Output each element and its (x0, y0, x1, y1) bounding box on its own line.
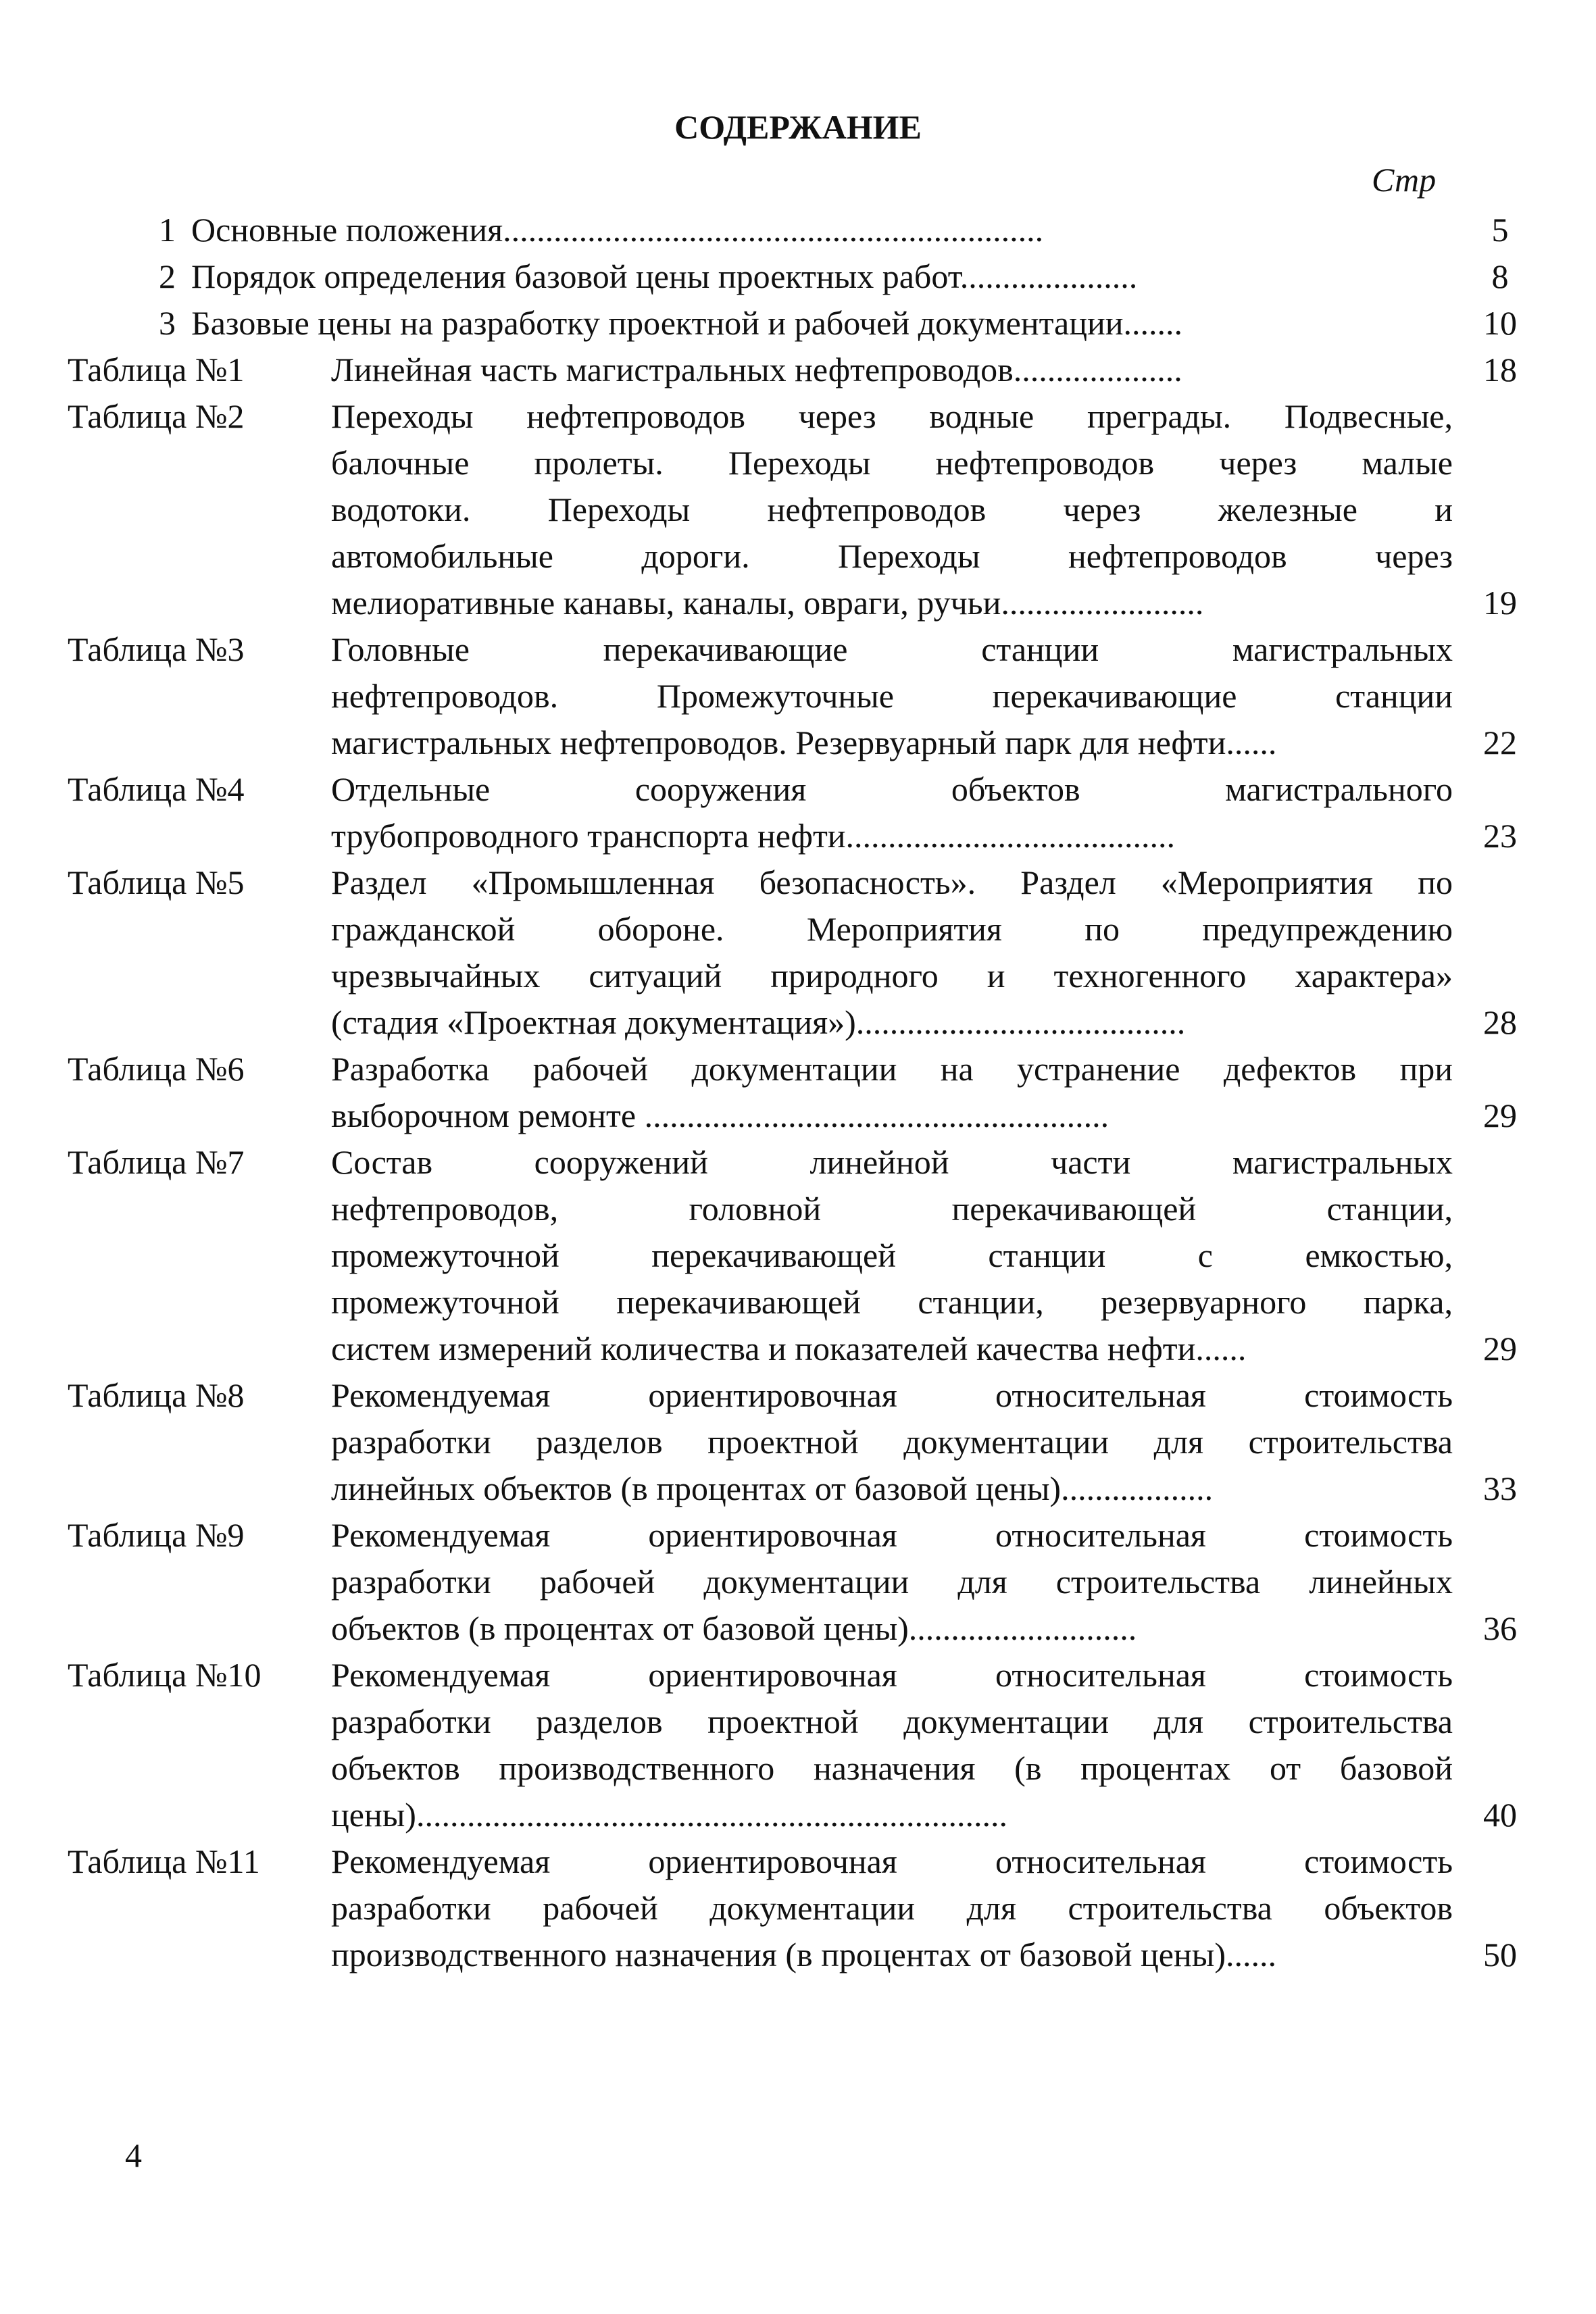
toc-table-entry (0, 859, 1596, 1046)
table-title-line: Линейная часть магистральных нефтепроводов.................... (331, 351, 1182, 388)
table-title-line: промежуточной перекачивающей станции, резервуарного парка, (331, 1283, 1453, 1321)
section-title: Базовые цены на разработку проектной и рабочей документации....... (191, 304, 1182, 342)
page-title: СОДЕРЖАНИЕ (674, 108, 922, 146)
table-label: Таблица №6 (68, 1050, 245, 1088)
table-title-line: магистральных нефтепроводов. Резервуарный парк для нефти...... (331, 724, 1277, 761)
table-label: Таблица №10 (68, 1656, 261, 1694)
section-title: Основные положения................................................................ (191, 211, 1044, 249)
table-page-number: 23 (1483, 817, 1517, 855)
table-title-line: нефтепроводов, головной перекачивающей станции, (331, 1190, 1453, 1228)
table-title-line: Переходы нефтепроводов через водные преграды. Подвесные, (331, 397, 1453, 435)
table-title-line: цены)...................................................................... (331, 1796, 1007, 1834)
table-title-line: разработки рабочей документации для строительства объектов (331, 1889, 1453, 1927)
toc-section-entry (0, 253, 1596, 300)
table-title-line: Рекомендуемая ориентировочная относительная стоимость (331, 1376, 1453, 1414)
table-title-line: трубопроводного транспорта нефти....................................... (331, 817, 1176, 855)
table-title-line: Состав сооружений линейной части магистральных (331, 1143, 1453, 1181)
table-title-line: линейных объектов (в процентах от базовой цены).................. (331, 1469, 1214, 1507)
table-title-line: разработки разделов проектной документации для строительства (331, 1703, 1453, 1740)
table-label: Таблица №2 (68, 397, 245, 435)
section-page-number: 10 (1483, 304, 1517, 342)
section-number: 3 (159, 304, 176, 342)
table-title-line: объектов производственного назначения (в процентах от базовой (331, 1749, 1453, 1787)
page-column-header: Стр (1372, 161, 1437, 199)
table-page-number: 29 (1483, 1330, 1517, 1367)
toc-table-entry (0, 393, 1596, 626)
table-page-number: 36 (1483, 1609, 1517, 1647)
table-title-line: нефтепроводов. Промежуточные перекачивающие станции (331, 677, 1453, 715)
table-title-line: производственного назначения (в процентах от базовой цены)...... (331, 1936, 1276, 1973)
table-label: Таблица №1 (68, 351, 245, 388)
table-title-line: Разработка рабочей документации на устранение дефектов при (331, 1050, 1453, 1088)
table-title-line: объектов (в процентах от базовой цены)........................... (331, 1609, 1137, 1647)
toc-table-entry (0, 1372, 1596, 1512)
section-number: 1 (159, 211, 176, 249)
table-title-line: (стадия «Проектная документация»)....................................... (331, 1003, 1186, 1041)
toc-section-entry (0, 300, 1596, 347)
toc-table-entry (0, 347, 1596, 393)
toc-table-entry (0, 1046, 1596, 1139)
section-page-number: 8 (1491, 257, 1509, 295)
table-label: Таблица №9 (68, 1516, 245, 1554)
table-title-line: выборочном ремонте ....................................................... (331, 1097, 1109, 1134)
table-page-number: 19 (1483, 584, 1517, 622)
section-number: 2 (159, 257, 176, 295)
section-title: Порядок определения базовой цены проектных работ..................... (191, 257, 1138, 295)
table-title-line: водотоки. Переходы нефтепроводов через железные и (331, 491, 1453, 528)
toc-table-entry (0, 626, 1596, 766)
table-title-line: Головные перекачивающие станции магистральных (331, 630, 1453, 668)
table-title-line: разработки разделов проектной документации для строительства (331, 1423, 1453, 1461)
table-title-line: Отдельные сооружения объектов магистрального (331, 770, 1453, 808)
section-page-number: 5 (1491, 211, 1509, 249)
toc-table-entry (0, 1512, 1596, 1652)
table-page-number: 33 (1483, 1469, 1517, 1507)
footer-page-number: 4 (125, 2136, 142, 2174)
table-title-line: гражданской обороне. Мероприятия по предупреждению (331, 910, 1453, 948)
table-title-line: Рекомендуемая ориентировочная относительная стоимость (331, 1656, 1453, 1694)
toc-table-entry (0, 766, 1596, 859)
table-page-number: 18 (1483, 351, 1517, 388)
table-page-number: 22 (1483, 724, 1517, 761)
toc-table-entry (0, 1838, 1596, 1978)
table-label: Таблица №5 (68, 863, 245, 901)
table-title-line: автомобильные дороги. Переходы нефтепроводов через (331, 537, 1453, 575)
table-title-line: разработки рабочей документации для строительства линейных (331, 1563, 1453, 1601)
table-title-line: Рекомендуемая ориентировочная относительная стоимость (331, 1516, 1453, 1554)
table-label: Таблица №4 (68, 770, 245, 808)
table-title-line: балочные пролеты. Переходы нефтепроводов через малые (331, 444, 1453, 482)
toc-table-entry (0, 1139, 1596, 1372)
table-title-line: промежуточной перекачивающей станции с емкостью, (331, 1236, 1453, 1274)
table-title-line: чрезвычайных ситуаций природного и техногенного характера» (331, 957, 1453, 995)
table-page-number: 50 (1483, 1936, 1517, 1973)
table-page-number: 29 (1483, 1097, 1517, 1134)
table-page-number: 28 (1483, 1003, 1517, 1041)
toc-section-entry (0, 207, 1596, 253)
table-label: Таблица №7 (68, 1143, 245, 1181)
table-title-line: Рекомендуемая ориентировочная относительная стоимость (331, 1842, 1453, 1880)
table-title-line: систем измерений количества и показателей качества нефти...... (331, 1330, 1247, 1367)
table-title-line: мелиоративные канавы, каналы, овраги, ручьи........................ (331, 584, 1204, 622)
table-label: Таблица №3 (68, 630, 245, 668)
table-page-number: 40 (1483, 1796, 1517, 1834)
toc-table-entry (0, 1652, 1596, 1838)
table-label: Таблица №8 (68, 1376, 245, 1414)
table-label: Таблица №11 (68, 1842, 260, 1880)
table-title-line: Раздел «Промышленная безопасность». Раздел «Мероприятия по (331, 863, 1453, 901)
